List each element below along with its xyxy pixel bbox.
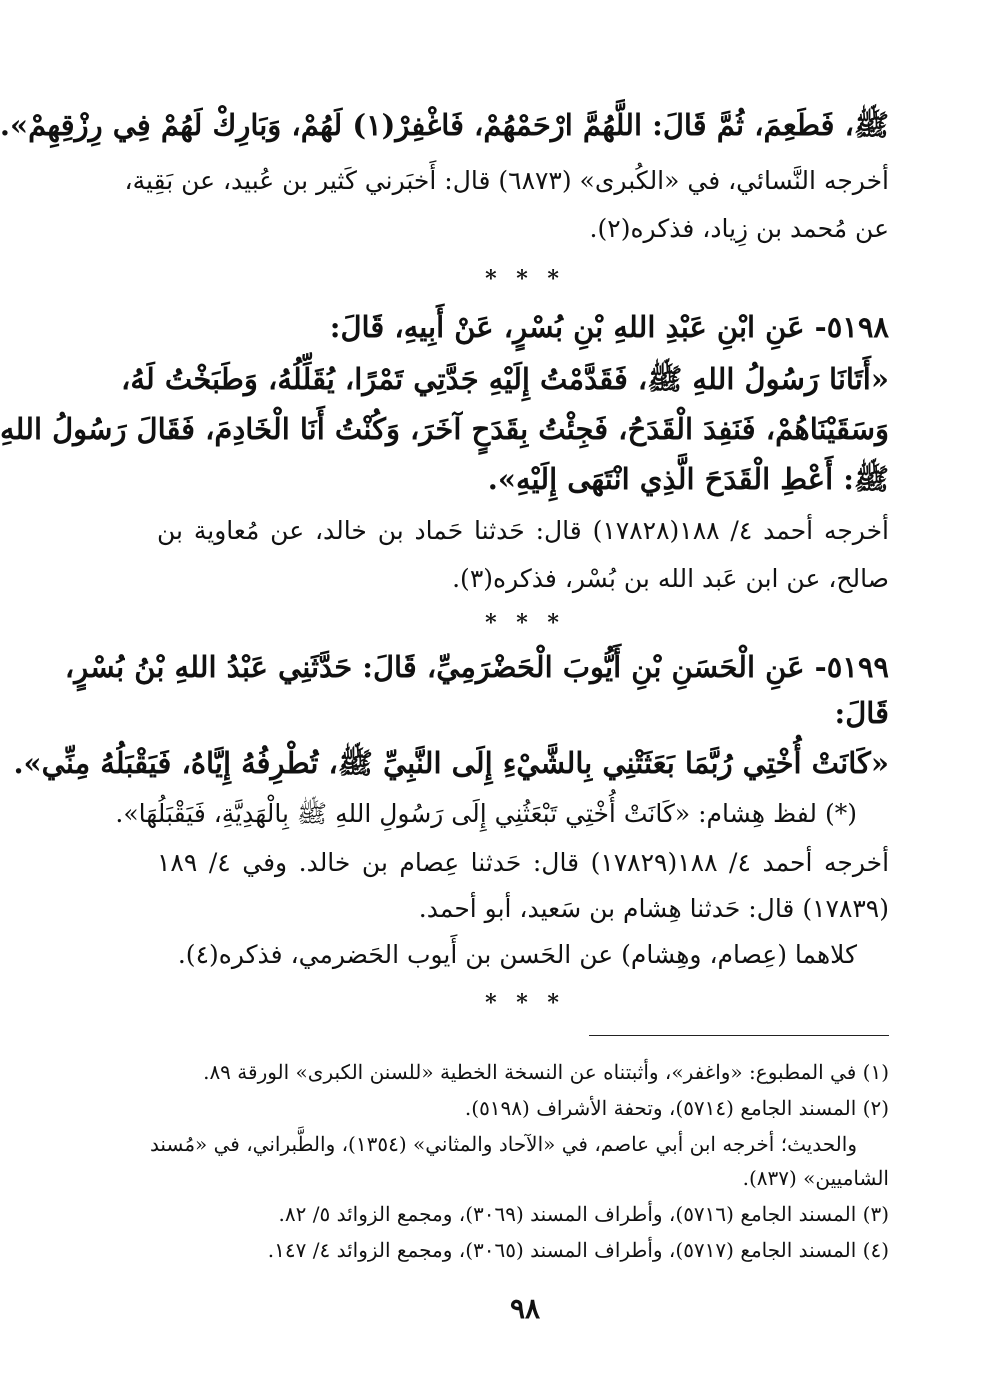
takhrij-line: صالح، عن ابن عَبد الله بن بُسْر، فذكره(٣). bbox=[452, 564, 889, 593]
footnote: (٣) المسند الجامع (٥٧١٦)، وأطراف المسند (٣٠٦٩)، ومجمع الزوائد ٥/ ٨٢. bbox=[278, 1202, 889, 1226]
footnote: (١) في المطبوع: «واغفر»، وأثبتناه عن النسخة الخطية «للسنن الكبرى» الورقة ٨٩. bbox=[203, 1060, 889, 1084]
takhrij-line: عن مُحمد بن زِياد، فذكره(٢). bbox=[589, 214, 889, 243]
hadith-heading: ٥١٩٨- عَنِ ابْنِ عَبْدِ اللهِ بْنِ بُسْرٍ، عَنْ أَبِيهِ، قَالَ: bbox=[329, 310, 889, 344]
hadith-text-line: ﷺ: أَعْطِ الْقَدَحَ الَّذِي انْتَهَى إِلَيْهِ». bbox=[487, 462, 889, 496]
takhrij-line: (١٧٨٣٩) قال: حَدثنا هِشام بن سَعيد، أبو أحمد. bbox=[418, 894, 889, 923]
hadith-heading: ٥١٩٩- عَنِ الْحَسَنِ بْنِ أَيُّوبَ الْحَضْرَمِيِّ، قَالَ: حَدَّثَنِي عَبْدُ اللهِ بْنُ بُسْرٍ، bbox=[64, 650, 889, 684]
takhrij-line: أخرجه النَّسائي، في «الكُبرى» (٦٨٧٣) قال: أَخبَرني كَثير بن عُبيد، عن بَقِية، bbox=[124, 166, 889, 195]
footnote: (٤) المسند الجامع (٥٧١٧)، وأطراف المسند (٣٠٦٥)، ومجمع الزوائد ٤/ ١٤٧. bbox=[267, 1238, 889, 1262]
footnote: (٢) المسند الجامع (٥٧١٤)، وتحفة الأشراف (٥١٩٨). bbox=[464, 1096, 889, 1120]
takhrij-line: أخرجه أحمد ٤/ ١٨٨(١٧٨٢٩) قال: حَدثنا عِصام بن خالد. وفي ٤/ ١٨٩ bbox=[157, 848, 890, 877]
section-separator: * * * bbox=[485, 266, 565, 292]
footnote: الشاميين» (٨٣٧). bbox=[742, 1166, 889, 1190]
hadith-text-line: «كَانَتْ أُخْتِي رُبَّمَا بَعَثَتْنِي بِالشَّيْءِ إِلَى النَّبِيِّ ﷺ، تُطْرِفُهُ إِيَّاهُ، فَيَقْبَلُهُ مِنِّي». bbox=[13, 746, 889, 780]
hadith-heading: قَالَ: bbox=[834, 696, 889, 730]
hadith-text-line: وَسَقَيْنَاهُمْ، فَنَفِدَ الْقَدَحُ، فَجِئْتُ بِقَدَحٍ آخَرَ، وَكُنْتُ أَنَا الْخَادِمَ، فَقَالَ رَسُولُ اللهِ bbox=[0, 412, 889, 446]
takhrij-line: كلاهما (عِصام، وهِشام) عن الحَسن بن أَيوب الحَضرمي، فذكره(٤). bbox=[177, 940, 857, 969]
variant-wording-line: (*) لفظ هِشام: «كَانَتْ أُخْتِي تَبْعَثُنِي إِلَى رَسُولِ اللهِ ﷺ بِالْهَدِيَّةِ، فَيَقْبَلُهَا». bbox=[115, 799, 857, 828]
page-number: ٩٨ bbox=[509, 1292, 541, 1325]
hadith-text-line: «أَتَانَا رَسُولُ اللهِ ﷺ، فَقَدَّمْتُ إِلَيْهِ جَدَّتِي تَمْرًا، يُقَلِّلُهُ، وَطَبَخْتُ لَهُ، bbox=[121, 362, 889, 396]
section-separator: * * * bbox=[485, 990, 565, 1016]
hadith-text-line: ﷺ، فَطَعِمَ، ثُمَّ قَالَ: اللَّهُمَّ ارْحَمْهُمْ، فَاغْفِرْ(١) لَهُمْ، وَبَارِكْ لَهُمْ فِي رِزْقِهِمْ». bbox=[0, 108, 889, 142]
section-separator: * * * bbox=[485, 610, 565, 636]
takhrij-line: أخرجه أحمد ٤/ ١٨٨(١٧٨٢٨) قال: حَدثنا حَماد بن خالد، عن مُعاوية بن bbox=[157, 516, 890, 545]
footnote-divider bbox=[589, 1035, 889, 1036]
footnote: والحديث؛ أخرجه ابن أبي عاصم، في «الآحاد والمثاني» (١٣٥٤)، والطَّبراني، في «مُسند bbox=[149, 1132, 857, 1156]
